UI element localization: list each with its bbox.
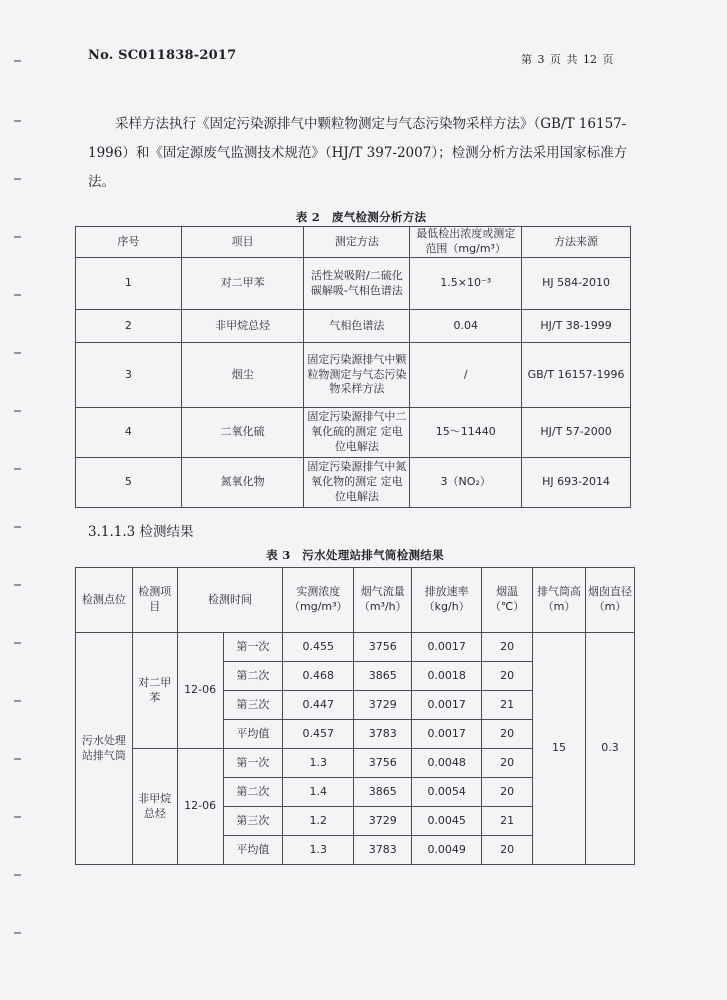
- table3-conc: 0.447: [283, 691, 354, 720]
- table3-rate: 0.0017: [412, 633, 482, 662]
- table3-run-label: 第二次: [223, 662, 283, 691]
- table3-temp: 21: [482, 807, 533, 836]
- table2-no: 5: [76, 458, 182, 508]
- table-row: [76, 408, 631, 458]
- table3-temp: 20: [482, 836, 533, 865]
- table2-method: 固定污染源排气中颗粒物测定与气态污染物采样方法: [304, 343, 410, 408]
- table3-rate: 0.0048: [412, 749, 482, 778]
- table3-header-flow: 烟气流量（m³/h）: [354, 568, 412, 633]
- table-row: [76, 458, 631, 508]
- table3-rate: 0.0017: [412, 720, 482, 749]
- table3-run-label: 第三次: [223, 691, 283, 720]
- table3-conc: 0.455: [283, 633, 354, 662]
- table3-rate: 0.0054: [412, 778, 482, 807]
- table2-no: 3: [76, 343, 182, 408]
- table3-flow: 3783: [354, 836, 412, 865]
- table3-conc: 1.4: [283, 778, 354, 807]
- table2-item: 对二甲苯: [181, 258, 304, 310]
- table2-header-item: 项目: [181, 227, 304, 258]
- report-number: No. SC011838-2017: [88, 48, 237, 63]
- table3-diameter: 0.3: [586, 633, 635, 865]
- table2-source: GB/T 16157-1996: [522, 343, 631, 408]
- table-row: [76, 258, 631, 310]
- table2-header-limit: 最低检出浓度或测定范围（mg/m³）: [410, 227, 522, 258]
- table2-no: 2: [76, 310, 182, 343]
- table3-flow: 3729: [354, 691, 412, 720]
- section-heading: 3.1.1.3 检测结果: [88, 524, 194, 540]
- table3-temp: 20: [482, 778, 533, 807]
- intro-paragraph: 采样方法执行《固定污染源排气中颗粒物测定与气态污染物采样方法》（GB/T 16157-1996）和《固定源废气监测技术规范》（HJ/T 397-2007）；检测分析方法采用国家标准方法。: [88, 116, 628, 190]
- table3-flow: 3756: [354, 749, 412, 778]
- table3-temp: 20: [482, 633, 533, 662]
- table2-method: 气相色谱法: [304, 310, 410, 343]
- analysis-method-table: [75, 226, 631, 508]
- table3-conc: 0.468: [283, 662, 354, 691]
- table3-conc: 0.457: [283, 720, 354, 749]
- table3-conc: 1.3: [283, 836, 354, 865]
- table3-header-row: [76, 568, 635, 633]
- table3-flow: 3756: [354, 633, 412, 662]
- table3-conc: 1.3: [283, 749, 354, 778]
- table2-header-no: 序号: [76, 227, 182, 258]
- table3-item: 非甲烷总烃: [132, 749, 177, 865]
- table3-rate: 0.0017: [412, 691, 482, 720]
- table3-run-label: 平均值: [223, 836, 283, 865]
- table2-limit: 1.5×10⁻³: [410, 258, 522, 310]
- table3-temp: 20: [482, 720, 533, 749]
- table3-header-point: 检测点位: [76, 568, 133, 633]
- table3-header-item: 检测项目: [132, 568, 177, 633]
- table3-header-time: 检测时间: [177, 568, 283, 633]
- table2-header-row: [76, 227, 631, 258]
- binding-marks: [14, 0, 22, 1000]
- table3-point: 污水处理站排气筒: [76, 633, 133, 865]
- table2-source: HJ 584-2010: [522, 258, 631, 310]
- table3-rate: 0.0049: [412, 836, 482, 865]
- table3-date: 12-06: [177, 633, 223, 749]
- table3-run-label: 平均值: [223, 720, 283, 749]
- table3-item: 对二甲苯: [132, 633, 177, 749]
- table3-rate: 0.0045: [412, 807, 482, 836]
- table2-limit: 0.04: [410, 310, 522, 343]
- table2-no: 1: [76, 258, 182, 310]
- table3-header-diameter: 烟囱直径（m）: [586, 568, 635, 633]
- table2-source: HJ/T 38-1999: [522, 310, 631, 343]
- table3-temp: 21: [482, 691, 533, 720]
- table3-header-height: 排气筒高（m）: [533, 568, 586, 633]
- table2-source: HJ/T 57-2000: [522, 408, 631, 458]
- table3-conc: 1.2: [283, 807, 354, 836]
- table3-run-label: 第一次: [223, 633, 283, 662]
- table3-run-label: 第三次: [223, 807, 283, 836]
- table3-temp: 20: [482, 662, 533, 691]
- table2-item: 非甲烷总烃: [181, 310, 304, 343]
- table-row: [76, 343, 631, 408]
- table3-run-label: 第一次: [223, 749, 283, 778]
- table2-item: 二氧化硫: [181, 408, 304, 458]
- table3-height: 15: [533, 633, 586, 865]
- table3-run-label: 第二次: [223, 778, 283, 807]
- table2-header-method: 测定方法: [304, 227, 410, 258]
- table3-flow: 3783: [354, 720, 412, 749]
- table3-flow: 3729: [354, 807, 412, 836]
- table2-limit: 3（NO₂）: [410, 458, 522, 508]
- table3-header-conc: 实测浓度（mg/m³）: [283, 568, 354, 633]
- table3-flow: 3865: [354, 662, 412, 691]
- table2-caption: 表 2 废气检测分析方法: [295, 210, 427, 224]
- table2-header-source: 方法来源: [522, 227, 631, 258]
- table2-limit: 15～11440: [410, 408, 522, 458]
- table2-method: 固定污染源排气中氮氧化物的测定 定电位电解法: [304, 458, 410, 508]
- table2-source: HJ 693-2014: [522, 458, 631, 508]
- table3-header-temp: 烟温（℃）: [482, 568, 533, 633]
- table3-date: 12-06: [177, 749, 223, 865]
- table3-flow: 3865: [354, 778, 412, 807]
- table3-rate: 0.0018: [412, 662, 482, 691]
- table3-caption: 表 3 污水处理站排气筒检测结果: [266, 548, 444, 562]
- results-table: [75, 567, 635, 865]
- table2-method: 固定污染源排气中二氧化硫的测定 定电位电解法: [304, 408, 410, 458]
- table2-method: 活性炭吸附/二硫化碳解吸-气相色谱法: [304, 258, 410, 310]
- table2-item: 氮氧化物: [181, 458, 304, 508]
- table2-no: 4: [76, 408, 182, 458]
- table2-item: 烟尘: [181, 343, 304, 408]
- table2-limit: /: [410, 343, 522, 408]
- table3-temp: 20: [482, 749, 533, 778]
- page-info: 第 3 页 共 12 页: [521, 53, 614, 66]
- table3-header-rate: 排放速率（kg/h）: [412, 568, 482, 633]
- table-row: [76, 633, 635, 662]
- table-row: [76, 310, 631, 343]
